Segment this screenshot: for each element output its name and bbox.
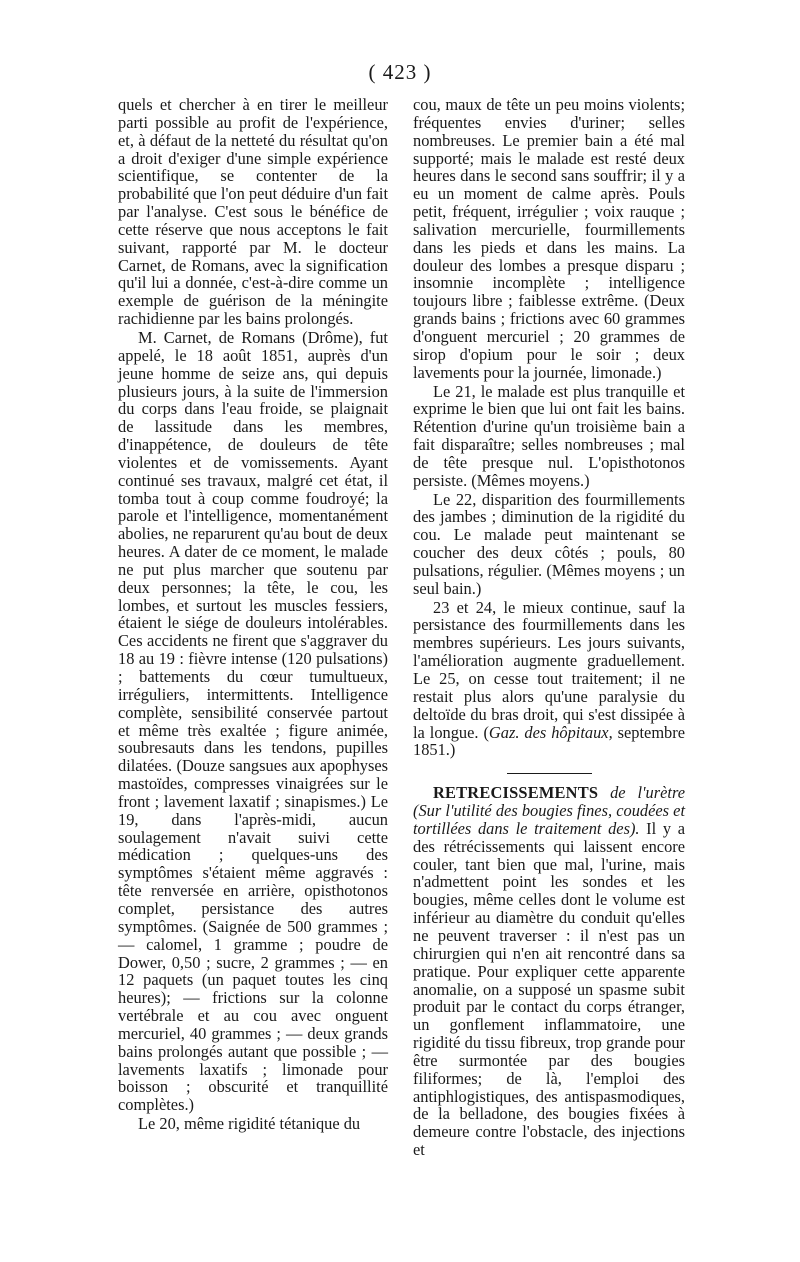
paragraph: cou, maux de tête un peu moins violents; fréquentes envies d'uriner; selles nombreuses. Le premier bain a été mal supporté; mais le malade est resté deux heures dans le second sans souffrir; il y a eu un moment de calme après. Pouls petit, fréquent, irrégulier ; voix rauque ; salivation mercurielle, fourmillements dans les pieds et dans les mains. La douleur des lombes a presque disparu ; insomnie incomplète ; intelligence toujours libre ; faiblesse extrême. (Deux grands bains ; frictions avec 60 grammes d'onguent mercuriel ; 20 grammes de sirop d'opium pour le soir ; deux lavements pour la journée, limonade.): [413, 95, 685, 382]
citation: Gaz. des hôpitaux,: [488, 722, 613, 742]
article-entry: [413, 784, 685, 1159]
paragraph: [413, 599, 685, 760]
entry-heading-tail: de l'urètre: [598, 783, 685, 803]
paragraph-text: Il y a des rétrécissements qui laissent encore couler, tant bien que mal, l'urine, mais n'admettent point les sondes et les bougies, même celles dont le volume est inférieur au diamètre du conduit qu'elles ne peuvent traverser : il n'est pas un chirurgien qui n'en ait rencontré dans sa pratique. Pour expliquer cette apparente anomalie, on a supposé un spasme subit produit par le contact du corps étranger, un gonflement inflammatoire, une rigidité du tissu fibreux, trop grande pour être surmontée par des bougies filiformes; de là, l'emploi des antiphlogistiques, des antispasmodiques, de la belladone, des bougies fixées à demeure contre l'obstacle, des injections et: [413, 818, 685, 1160]
page-number: ( 423 ): [368, 60, 432, 84]
left-column: [118, 96, 388, 1133]
entry-subtitle: (Sur l'utilité des bougies fines, coudées et tortillées dans le traitement des).: [413, 801, 685, 838]
paragraph: Le 22, disparition des fourmillements des jambes ; diminution de la rigidité du cou. Le malade peut maintenant se coucher des deux côtés ; pouls, 80 pulsations, régulier. (Mêmes moyens ; un seul bain.): [413, 489, 685, 598]
section-divider: [507, 773, 592, 774]
paragraph: quels et chercher à en tirer le meilleur parti possible au profit de l'expérience, et, à défaut de la netteté du résultat qu'on a droit d'exiger d'une simple expérience scientifique, se contenter de la probabilité que l'on peut déduire d'un fait par l'analyse. C'est sous le bénéfice de cette réserve que nous acceptons le fait suivant, rapporté par M. le docteur Carnet, de Romans, avec la signification qu'il lui a donnée, c'est-à-dire comme un exemple de guérison de la méningite rachidienne par les bains prolongés.: [118, 95, 388, 329]
paragraph-text: septembre 1851.): [413, 722, 685, 760]
entry-heading: RETRECISSEMENTS: [433, 783, 599, 803]
paragraph: Le 20, même rigidité tétanique du: [138, 1114, 361, 1134]
paragraph: Le 21, le malade est plus tranquille et exprime le bien que lui ont fait les bains. Rétention d'urine qu'un troisième bain a fait disparaître; selles nombreuses ; mal de tête presque nul. L'opisthotonos persiste. (Mêmes moyens.): [413, 381, 685, 490]
right-column: [413, 96, 685, 1159]
paragraph-text: 23 et 24, le mieux continue, sauf la persistance des fourmillements dans les membres supérieurs. Les jours suivants, l'amélioration augmente graduellement. Le 25, on cesse tout traitement; il ne restait plus alors qu'une paralysie du deltoïde du bras droit, qui s'est dissipée à la longue. (: [413, 597, 685, 742]
paragraph: M. Carnet, de Romans (Drôme), fut appelé, le 18 août 1851, auprès d'un jeune homme de seize ans, qui depuis plusieurs jours, à la suite de l'immersion du corps dans l'eau froide, se plaignait de lassitude dans les membres, d'inappétence, de douleurs de tête violentes et de vomissements. Ayant continué ses travaux, malgré cet état, il tomba tout à coup comme foudroyé; la parole et l'intelligence, momentanément abolies, ne reparurent qu'au bout de deux heures. A dater de ce moment, le malade ne put plus marcher que soutenu par deux personnes; la tête, le cou, les lombes, et surtout les muscles fessiers, étaient le siége de douleurs intolérables. Ces accidents ne firent que s'aggraver du 18 au 19 : fièvre intense (120 pulsations) ; battements du cœur tumultueux, irréguliers, intermittents. Intelligence complète, sensibilité conservée partout et même très exaltée ; figure animée, soubresauts dans les tendons, pupilles dilatées. (Douze sangsues aux apophyses mastoïdes, compresses vinaigrées sur le front ; lavement laxatif ; sinapismes.) Le 19, dans l'après-midi, aucun soulagement n'avait suivi cette médication ; quelques-uns des symptômes s'étaient même aggravés : tête renversée en arrière, opisthotonos complet, persistance des autres symptômes. (Saignée de 500 grammes ; — calomel, 1 gramme ; poudre de Dower, 0,50 ; sucre, 2 grammes ; — en 12 paquets (un paquet toutes les cinq heures); — frictions sur la colonne vertébrale et au cou avec onguent mercuriel, 40 grammes ; — deux grands bains prolongés autant que possible ; — lavements laxatifs ; limonade pour boisson ; obscurité et tranquillité complètes.): [118, 327, 388, 1115]
